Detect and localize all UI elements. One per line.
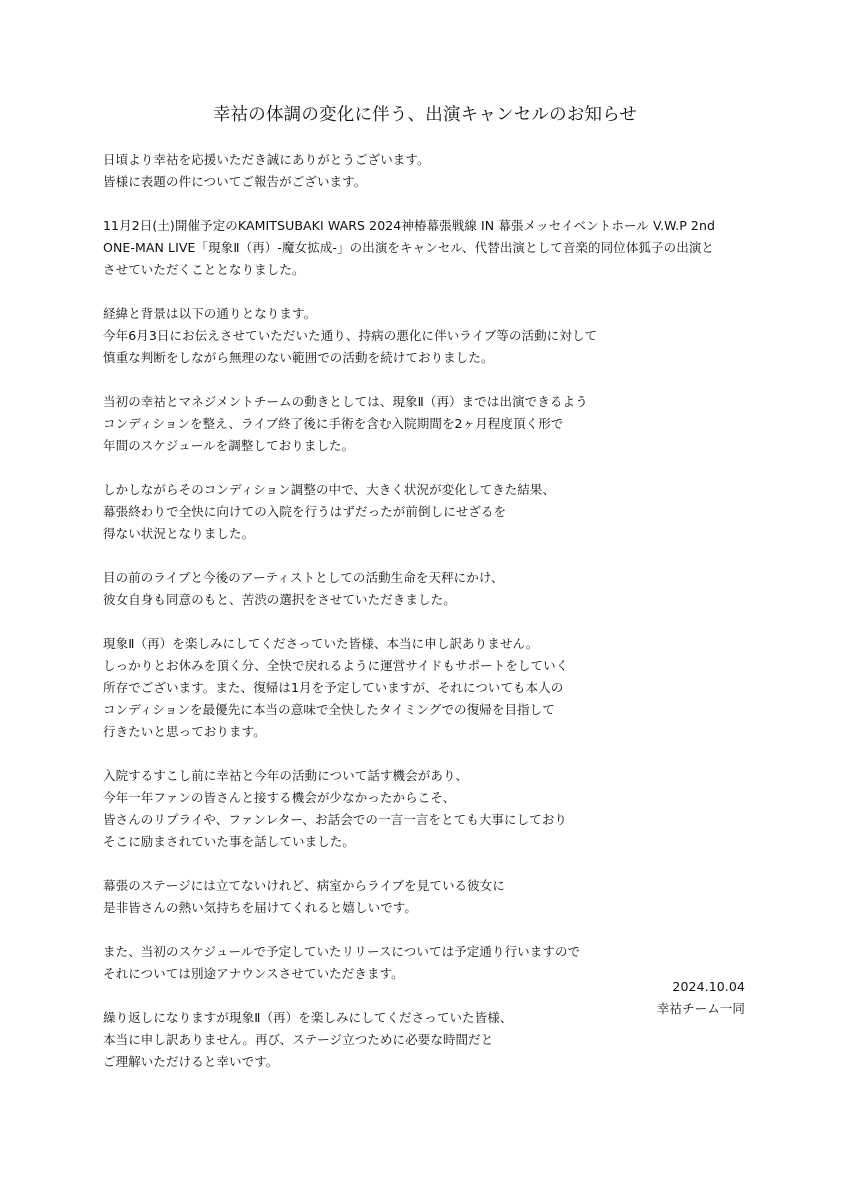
body-paragraph [103, 633, 763, 743]
body-line: 幕張終わりで全快に向けての入院を行うはずだったが前倒しにせざるを [103, 504, 507, 519]
body-paragraph [103, 765, 763, 853]
body-line: 当初の幸祜とマネジメントチームの動きとしては、現象Ⅱ（再）までは出演できるよう [103, 394, 588, 409]
body-paragraph [103, 215, 763, 281]
document-date: 2024.10.04 [672, 979, 745, 994]
body-line: 年間のスケジュールを調整しておりました。 [103, 438, 355, 453]
body-line: また、当初のスケジュールで予定していたリリースについては予定通り行いますので [103, 944, 581, 959]
body-line: 是非皆さんの熱い気持ちを届けてくれると嬉しいです。 [103, 900, 418, 915]
body-line: 得ない状況となりました。 [103, 526, 255, 541]
document-signature: 幸祜チーム一同 [656, 1001, 745, 1016]
body-line: 彼女自身も同意のもと、苦渋の選択をさせていただきました。 [103, 592, 456, 607]
body-line: それについては別途アナウンスさせていただきます。 [103, 966, 404, 981]
body-line: 所存でございます。また、復帰は1月を予定していますが、それについても本人の [103, 680, 564, 695]
body-paragraph [103, 875, 763, 919]
body-line: しかしながらそのコンディション調整の中で、大きく状況が変化してきた結果、 [103, 482, 556, 497]
body-line: 現象Ⅱ（再）を楽しみにしてくださっていた皆様、本当に申し訳ありません。 [103, 636, 539, 651]
body-paragraph [103, 149, 763, 193]
body-line: 幕張のステージには立てないけれど、病室からライブを見ている彼女に [103, 878, 505, 893]
body-line: ONE-MAN LIVE「現象Ⅱ（再）-魔女拡成-」の出演をキャンセル、代替出演として音楽的同位体狐子の出演と [103, 240, 715, 255]
body-line: 皆さんのリプライや、ファンレター、お話会での一言一言をとても大事にしており [103, 812, 568, 827]
body-line: 皆様に表題の件についてご報告がございます。 [103, 174, 367, 189]
body-paragraph [103, 567, 763, 611]
document-body [103, 149, 763, 1095]
document-title: 幸祜の体調の変化に伴う、出演キャンセルのお知らせ [212, 105, 638, 125]
body-line: させていただくこととなりました。 [103, 262, 305, 277]
body-line: 慎重な判断をしながら無理のない範囲での活動を続けておりました。 [103, 350, 494, 365]
signoff-block [657, 976, 745, 1020]
body-line: 行きたいと思っております。 [103, 724, 266, 739]
body-line: 今年6月3日にお伝えさせていただいた通り、持病の悪化に伴いライブ等の活動に対して [103, 328, 598, 343]
body-paragraph [103, 479, 763, 545]
body-line: 経緯と背景は以下の通りとなります。 [103, 306, 317, 321]
body-line: しっかりとお休みを頂く分、全快で戻れるように運営サイドもサポートをしていく [103, 658, 569, 673]
body-line: 11月2日(土)開催予定のKAMITSUBAKI WARS 2024神椿幕張戦線 IN 幕張メッセイベントホール V.W.P 2nd [103, 218, 716, 233]
body-paragraph [103, 391, 763, 457]
body-line: 入院するすこし前に幸祜と今年の活動について話す機会があり、 [103, 768, 469, 783]
body-line: そこに励まされていた事を話していました。 [103, 834, 356, 849]
body-line: 目の前のライブと今後のアーティストとしての活動生命を天秤にかけ、 [103, 570, 504, 585]
body-line: 今年一年ファンの皆さんと接する機会が少なかったからこそ、 [103, 790, 456, 805]
body-line: 日頃より幸祜を応援いただき誠にありがとうございます。 [103, 152, 430, 167]
body-line: 繰り返しになりますが現象Ⅱ（再）を楽しみにしてくださっていた皆様、 [103, 1010, 513, 1025]
body-line: コンディションを整え、ライブ終了後に手術を含む入院期間を2ヶ月程度頂く形で [103, 416, 564, 431]
body-paragraph [103, 303, 763, 369]
body-line: コンディションを最優先に本当の意味で全快したタイミングでの復帰を目指して [103, 702, 555, 717]
body-line: 本当に申し訳ありません。再び、ステージ立つために必要な時間だと [103, 1032, 494, 1047]
body-line: ご理解いただけると幸いです。 [103, 1054, 279, 1069]
